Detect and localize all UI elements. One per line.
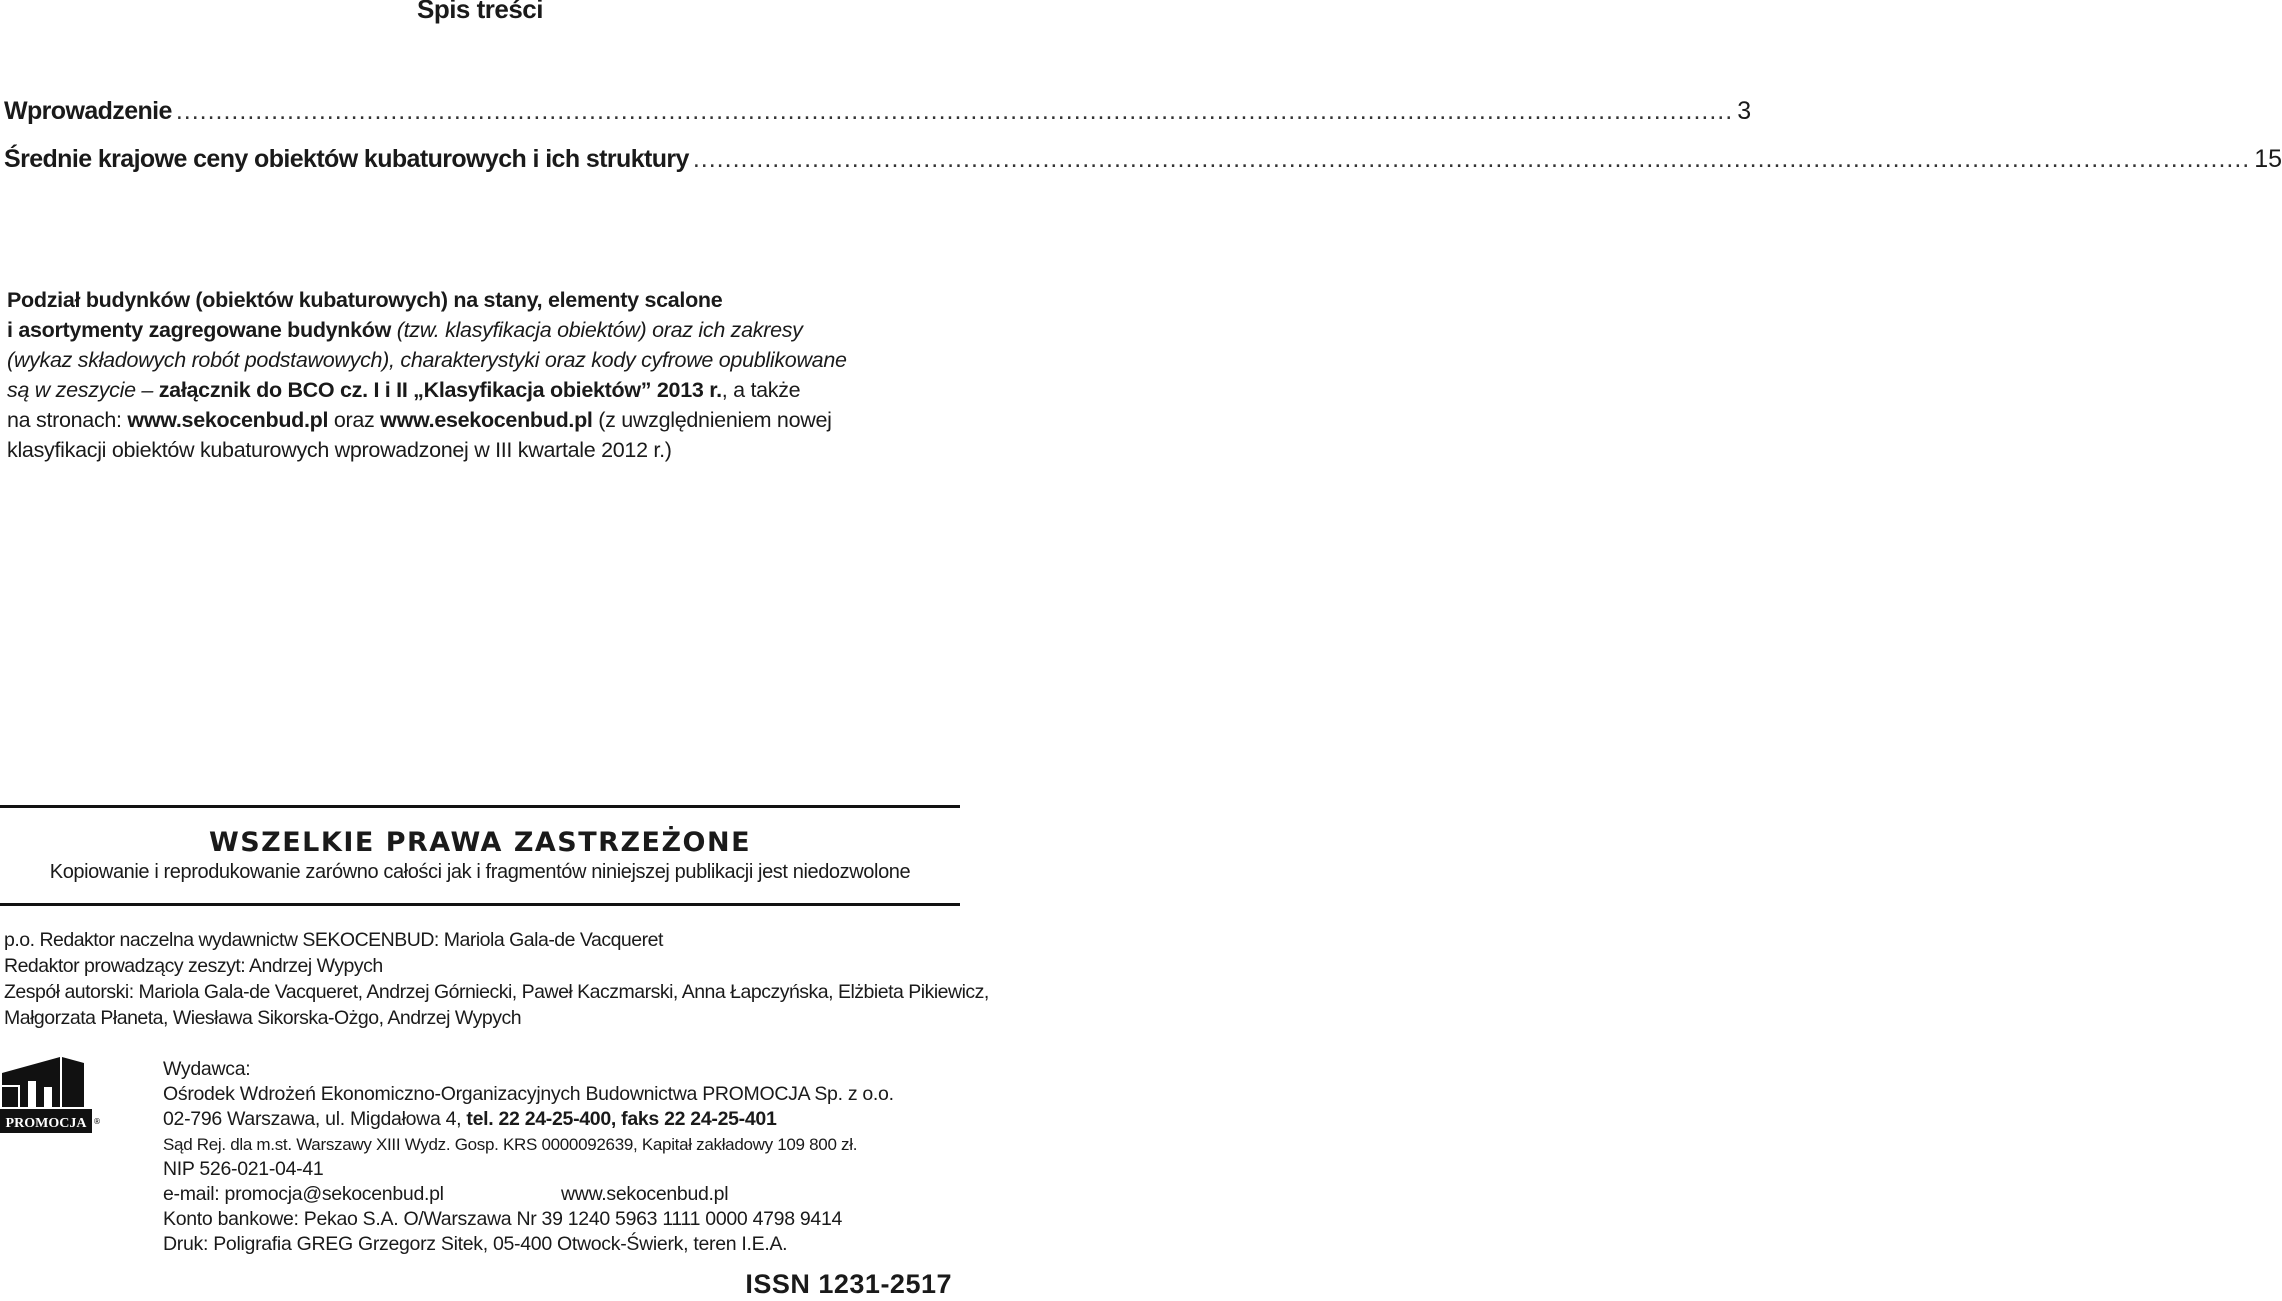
note-line: są w zeszycie –	[7, 378, 159, 402]
note-line: załącznik do BCO cz. I i II „Klasyfikacja obiektów” 2013 r.	[158, 378, 722, 402]
publisher-nip: NIP 526-021-04-41	[163, 1158, 324, 1180]
rights-title: WSZELKIE PRAWA ZASTRZEŻONE	[208, 827, 752, 858]
promocja-logo	[0, 1057, 101, 1137]
note-line: (z uwzględnieniem nowej	[592, 408, 832, 432]
note-line: i asortymenty zagregowane budynków	[7, 318, 392, 342]
toc-entry-label: Średnie krajowe ceny obiektów kubaturowych i ich struktury	[4, 145, 689, 173]
toc-entry-label: Wprowadzenie	[4, 97, 172, 125]
credit-line: Małgorzata Płaneta, Wiesława Sikorska-Ożgo, Andrzej Wypych	[4, 1007, 522, 1029]
note-line: , a także	[721, 378, 801, 402]
toc-entry[interactable]	[4, 145, 2282, 174]
sekocenbud-link[interactable]: www.sekocenbud.pl	[127, 408, 329, 432]
rights-subtitle: Kopiowanie i reprodukowanie zarówno całości jak i fragmentów niniejszej publikacji jest niedozwolone	[49, 861, 911, 883]
note-line: klasyfikacji obiektów kubaturowych wprowadzonej w III kwartale 2012 r.)	[7, 438, 672, 462]
publisher-label: Wydawca:	[163, 1058, 251, 1080]
toc-entry-page: 3	[1737, 97, 1752, 125]
svg-text:®: ®	[93, 1117, 101, 1126]
issn: ISSN 1231-2517	[745, 1269, 952, 1299]
publisher-name: Ośrodek Wdrożeń Ekonomiczno-Organizacyjnych Budownictwa PROMOCJA Sp. z o.o.	[163, 1083, 894, 1105]
toc-leader: ....................................................................................................................................................................................................	[175, 97, 1734, 125]
esekocenbud-link[interactable]: www.esekocenbud.pl	[380, 408, 593, 432]
publisher-email[interactable]: e-mail: promocja@sekocenbud.pl	[163, 1183, 444, 1205]
publisher-print: Druk: Poligrafia GREG Grzegorz Sitek, 05-400 Otwock-Świerk, teren I.E.A.	[163, 1233, 788, 1255]
logo-wordmark: PROMOCJA	[5, 1116, 87, 1131]
credit-line: Redaktor prowadzący zeszyt: Andrzej Wypych	[4, 955, 383, 977]
divider	[0, 805, 960, 808]
credit-line: Zespół autorski: Mariola Gala-de Vacqueret, Andrzej Górniecki, Paweł Kaczmarski, Anna Łapczyńska, Elżbieta Pikiewicz,	[4, 981, 989, 1003]
publisher-address: 02-796 Warszawa, ul. Migdałowa 4,	[163, 1108, 467, 1130]
note-line: Podział budynków (obiektów kubaturowych) na stany, elementy scalone	[7, 288, 723, 312]
credit-line: p.o. Redaktor naczelna wydawnictw SEKOCENBUD: Mariola Gala-de Vacqueret	[4, 929, 663, 951]
publisher-www[interactable]: www.sekocenbud.pl	[561, 1183, 729, 1205]
publisher-info	[163, 1057, 894, 1257]
toc-entry[interactable]	[4, 97, 1752, 126]
divider	[0, 903, 960, 906]
page-title: Spis treści	[416, 0, 543, 24]
publisher-bank: Konto bankowe: Pekao S.A. O/Warszawa Nr 39 1240 5963 1111 0000 4798 9414	[163, 1208, 843, 1230]
classification-note	[7, 285, 947, 465]
note-line: na stronach:	[7, 408, 128, 432]
note-line: (wykaz składowych robót podstawowych), charakterystyki oraz kody cyfrowe opublikowane	[7, 348, 847, 372]
toc-entry-page: 15	[2254, 145, 2282, 173]
note-line: (tzw. klasyfikacja obiektów) oraz ich zakresy	[391, 318, 803, 342]
editorial-credits	[4, 927, 989, 1031]
toc-leader: ....................................................................................................................................................................................................	[692, 145, 2251, 173]
publisher-phones: tel. 22 24-25-400, faks 22 24-25-401	[466, 1108, 777, 1130]
publisher-court: Sąd Rej. dla m.st. Warszawy XIII Wydz. Gosp. KRS 0000092639, Kapitał zakładowy 109 800 zł.	[163, 1135, 858, 1154]
note-line: oraz	[328, 408, 381, 432]
